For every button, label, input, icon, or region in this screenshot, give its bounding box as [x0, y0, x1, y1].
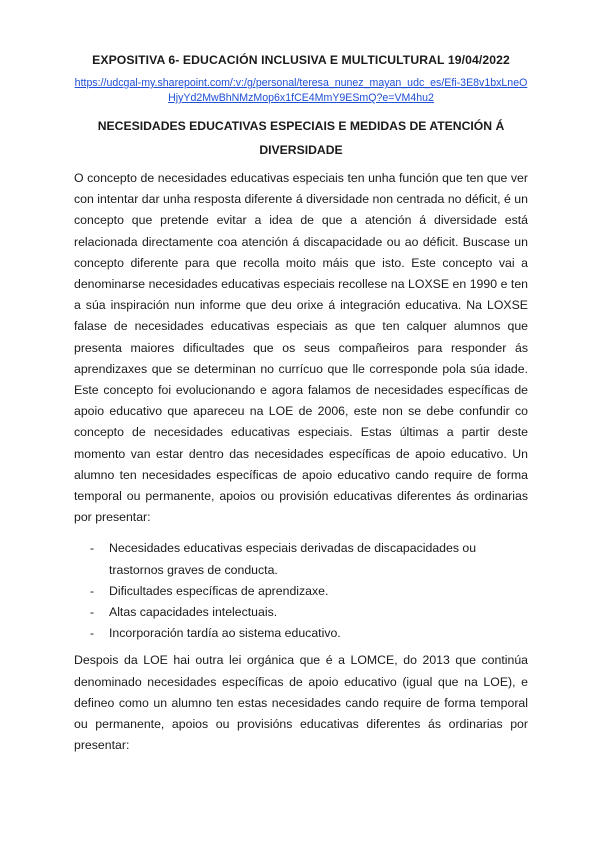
bullet-list: [74, 538, 528, 644]
list-item-text: Necesidades educativas especiais derivadas de discapacidades ou trastornos graves de conducta.: [109, 541, 477, 577]
list-item-text: Incorporación tardía ao sistema educativo.: [109, 626, 341, 641]
list-item: [74, 623, 528, 644]
list-marker: -: [90, 605, 95, 620]
video-link[interactable]: https://udcgal-my.sharepoint.com/:v:/g/personal/teresa_nunez_mayan_udc_es/Efi-3E8v1bxLneOHjyYd2MwBhNMzMop6x1fCE4MmY9ESmQ?e=VM4hu2: [74, 77, 528, 104]
list-item: [74, 581, 528, 602]
list-item: [74, 602, 528, 623]
list-marker: -: [90, 541, 95, 556]
list-marker: -: [90, 583, 95, 598]
section-heading: NECESIDADES EDUCATIVAS ESPECIAIS E MEDIDAS DE ATENCIÓN Á DIVERSIDADE: [97, 119, 505, 157]
document-page: [74, 0, 528, 756]
document-title: EXPOSITIVA 6- EDUCACIÓN INCLUSIVA E MULTICULTURAL 19/04/2022: [92, 53, 510, 67]
list-item: [74, 538, 528, 580]
body-paragraph-1: O concepto de necesidades educativas especiais ten unha función que ten que ver con intentar dar unha resposta diferente á diversidade non centrada no déficit, é un concepto que pretende evitar a idea de que a atención á diversidade está relacionada directamente coa atención á discapacidade ou ao déficit. Buscase un concepto diferente para que recolla moito máis que isto. Este concepto vai a denominarse necesidades educativas especiais recollese na LOXSE en 1990 e ten a súa inspiración nun informe que deu orixe á integración educativa. Na LOXSE falase de necesidades educativas especiais as que ten calquer alumnos que presenta maiores dificultades que os seus compañeiros para responder ás aprendizaxes que se determinan no currícuo que lle corresponde pola súa idade. Este concepto foi evolucionando e agora falamos de necesidades específicas de apoio educativo que apareceu na LOE de 2006, este non se debe confundir co concepto de necesidades educativas especiais. Estas últimas a partir deste momento van estar dentro das necesidades específicas de apoio educativo. Un alumno ten necesidades específicas de apoio educativo cando require de forma temporal ou permanente, apoios ou provisión educativas diferentes ás ordinarias por presentar:: [74, 171, 528, 525]
body-paragraph-2: Despois da LOE hai outra lei orgánica que é a LOMCE, do 2013 que continúa denominado necesidades específicas de apoio educativo (igual que na LOE), e defineo como un alumno ten estas necesidades cando require de forma temporal ou permanente, apoios ou provisións educativas diferentes ás ordinarias por presentar:: [74, 653, 528, 753]
list-marker: -: [90, 626, 95, 641]
list-item-text: Dificultades específicas de aprendizaxe.: [109, 583, 329, 598]
list-item-text: Altas capacidades intelectuais.: [109, 605, 278, 620]
